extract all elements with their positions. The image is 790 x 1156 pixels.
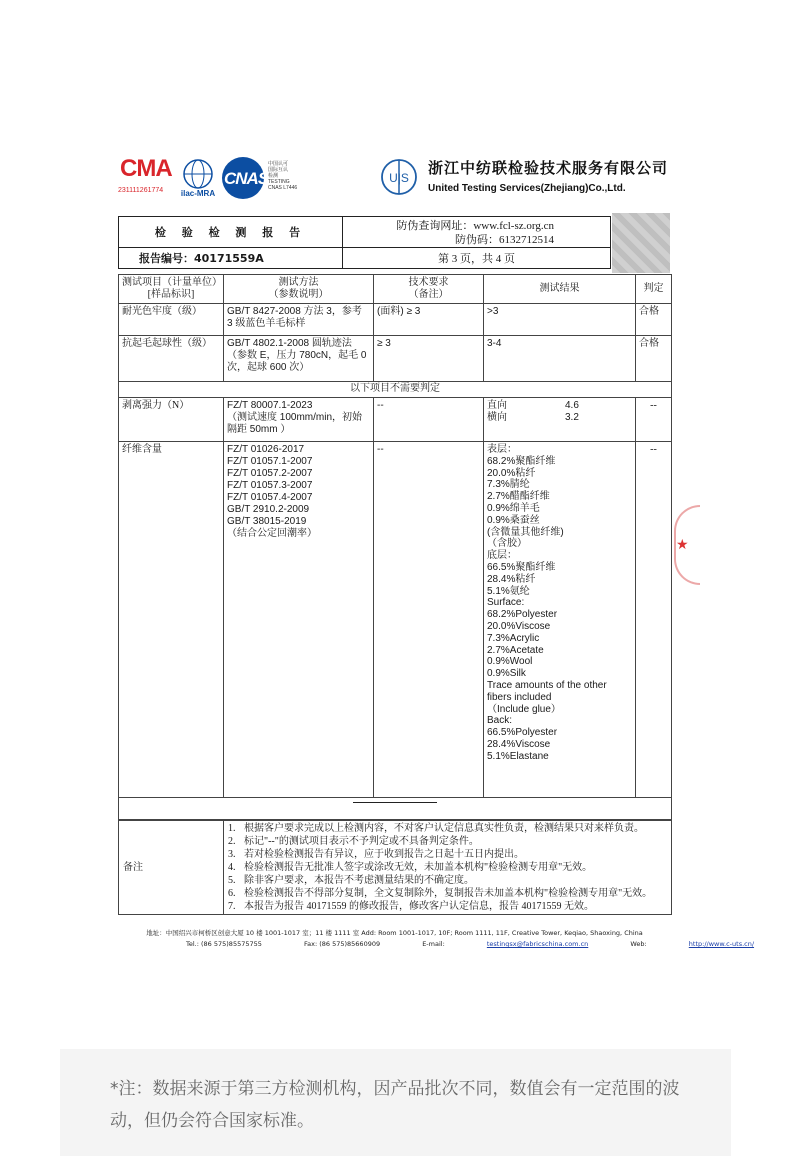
- table-row: [119, 442, 672, 798]
- no-judgement-label: 以下项目不需要判定: [119, 382, 672, 398]
- col-header-result: 测试结果: [484, 275, 636, 304]
- report-header-table: [118, 216, 611, 269]
- direction-value: 4.6: [565, 400, 579, 411]
- report-title: 检 验 检 测 报 告: [119, 217, 343, 248]
- footer-tel: Tel.: (86 575)85575755: [186, 940, 262, 948]
- note-item: 7. 本报告为报告 40171559 的修改报告，修改客户认定信息，报告 40171559 无效。: [228, 901, 594, 912]
- svg-text:U|S: U|S: [389, 171, 409, 185]
- table-header-row: [119, 275, 672, 304]
- cell-item: 抗起毛起球性（级）: [119, 336, 224, 382]
- cell-requirement: --: [374, 442, 484, 798]
- col-header-requirement: 技术要求 （备注）: [374, 275, 484, 304]
- note-item: 5. 除非客户要求，本报告不考虑测量结果的不确定度。: [228, 875, 474, 886]
- cell-result: 3-4: [484, 336, 636, 382]
- notes-list: [224, 821, 672, 915]
- email-link[interactable]: testingsx@fabricschina.com.cn: [486, 940, 589, 948]
- cell-requirement: --: [374, 398, 484, 442]
- page-number: 第 3 页，共 4 页: [343, 248, 611, 269]
- table-row: [119, 398, 672, 442]
- verify-url: 防伪查询网址：www.fcl-sz.org.cn: [396, 220, 554, 232]
- verify-code: 防伪码：6132712514: [455, 234, 554, 246]
- cell-result: 表层： 68.2%聚酯纤维 20.0%粘纤 7.3%腈纶 2.7%醋酯纤维 0.9%绵羊毛 0.9%桑蚕丝 (含微量其他纤维) （含胶） 底层： 66.5%聚酯纤维 28.4%粘纤 5.1%氨纶 Surface: 68.2%Polyester 20.0%Viscose 7.3%Acrylic 2.7%Acetate 0.9%Wool 0.9%Silk Trace amounts of the other fibers included （Include glue） Back: 66.5%Polyester 28.4%Viscose 5.1%Elastane: [484, 442, 636, 798]
- report-footer: [118, 928, 755, 948]
- separator-cell: [119, 798, 672, 820]
- logo-header: [118, 155, 678, 200]
- blurred-qr-code: [612, 213, 670, 273]
- separator-line: [353, 802, 437, 803]
- cma-logo: [118, 155, 176, 200]
- direction-value: 3.2: [565, 412, 579, 423]
- footer-web: Web: http://www.c-uts.cn/: [630, 940, 755, 948]
- no-judgement-row: [119, 382, 672, 398]
- cell-verdict: --: [636, 442, 672, 798]
- cnas-logo: [222, 157, 312, 199]
- note-item: 6. 检验检测报告不得部分复制，全文复制除外，复制报告未加盖本机构"检验检测专用章"无效。: [228, 888, 653, 899]
- company-name-en: United Testing Services(Zhejiang)Co.,Ltd.: [428, 183, 626, 194]
- cma-number: 231111261774: [118, 187, 164, 194]
- cell-method: FZ/T 80007.1-2023 （测试速度 100mm/min，初始 隔距 50mm ）: [224, 398, 374, 442]
- table-row: [119, 304, 672, 336]
- cell-verdict: 合格: [636, 336, 672, 382]
- results-table: [118, 274, 672, 820]
- footer-fax: Fax: (86 575)85660909: [303, 940, 381, 948]
- cell-verdict: 合格: [636, 304, 672, 336]
- cell-result: [484, 398, 636, 442]
- cell-item: 纤维含量: [119, 442, 224, 798]
- cell-item: 耐光色牢度（级）: [119, 304, 224, 336]
- footer-email: E-mail: testingsx@fabricschina.com.cn: [422, 940, 589, 948]
- cell-requirement: ≥ 3: [374, 336, 484, 382]
- col-header-method: 测试方法 （参数说明）: [224, 275, 374, 304]
- notes-label: 备注: [119, 821, 224, 915]
- uts-logo-icon: [380, 155, 418, 199]
- cma-logo-text: CMA: [120, 155, 172, 182]
- cell-method: GB/T 4802.1-2008 圆轨迹法 （参数 E，压力 780cN，起毛 0 次，起球 600 次）: [224, 336, 374, 382]
- cell-item: 剥离强力（N）: [119, 398, 224, 442]
- disclaimer-note: *注：数据来源于第三方检测机构，因产品批次不同，数值会有一定范围的波动，但仍会符合国家标准。: [60, 1049, 731, 1156]
- cell-requirement: (面料) ≥ 3: [374, 304, 484, 336]
- cnas-subtext: 中国认可 国际互认 检测 TESTING CNAS L7446: [268, 161, 298, 191]
- note-item: 1. 根据客户要求完成以上检测内容，不对客户认定信息真实性负责，检测结果只对来样负责。: [228, 823, 644, 834]
- separator-row: [119, 798, 672, 820]
- col-header-verdict: 判定: [636, 275, 672, 304]
- note-item: 3. 若对检验检测报告有异议，应于收到报告之日起十五日内提出。: [228, 849, 524, 860]
- col-header-item: 测试项目（计量单位） [样品标识]: [119, 275, 224, 304]
- note-item: 2. 标记"--"的测试项目表示不予判定或不具备判定条件。: [228, 836, 479, 847]
- footer-address: 地址：中国绍兴市柯桥区创意大厦 10 楼 1001-1017 室；11 楼 1111 室 Add: Room 1001-1017, 10F; Room 1111, 11F, Creative Tower, Keqiao, Shaoxing, China: [146, 929, 643, 937]
- cnas-text: CNAS: [224, 169, 269, 188]
- company-name: [428, 157, 668, 194]
- cell-method: GB/T 8427-2008 方法 3，参考 3 级蓝色羊毛标样: [224, 304, 374, 336]
- notes-table: [118, 820, 672, 915]
- direction-label: 直向: [487, 400, 507, 411]
- stamp-star-icon: ★: [676, 538, 689, 553]
- note-item: 4. 检验检测报告无批准人签字或涂改无效，未加盖本机构"检验检测专用章"无效。: [228, 862, 593, 873]
- cell-verdict: --: [636, 398, 672, 442]
- ilac-text: ilac-MRA: [180, 189, 216, 198]
- direction-label: 横向: [487, 412, 507, 423]
- company-name-cn: 浙江中纺联检验技术服务有限公司: [428, 159, 669, 177]
- ilac-mra-logo: [176, 157, 220, 199]
- cell-result: >3: [484, 304, 636, 336]
- cell-method: FZ/T 01026-2017 FZ/T 01057.1-2007 FZ/T 01057.2-2007 FZ/T 01057.3-2007 FZ/T 01057.4-2007 GB/T 2910.2-2009 GB/T 38015-2019 （结合公定回潮率）: [224, 442, 374, 798]
- verify-info: [343, 217, 611, 248]
- web-link[interactable]: http://www.c-uts.cn/: [688, 940, 755, 948]
- report-number: 报告编号：40171559A: [119, 248, 343, 269]
- table-row: [119, 336, 672, 382]
